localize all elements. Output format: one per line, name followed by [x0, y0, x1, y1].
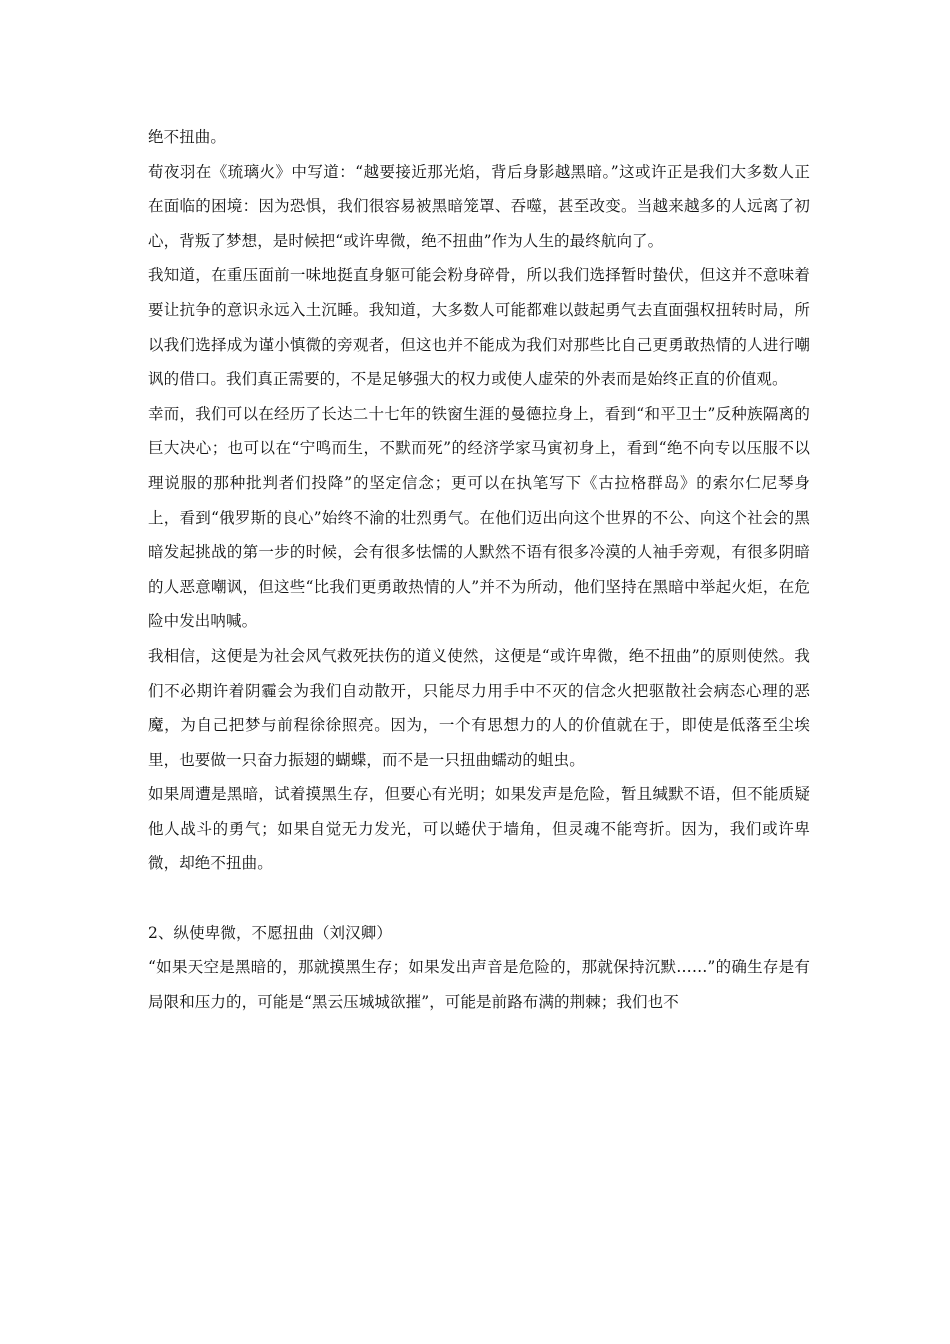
- paragraph-6: 如果周遭是黑暗，试着摸黑生存，但要心有光明；如果发声是危险，暂且缄默不语，但不能质疑他人战斗的勇气；如果自觉无力发光，可以蜷伏于墙角，但灵魂不能弯折。因为，我们或许卑微，却绝不扭曲。: [148, 785, 810, 873]
- paragraph-2: 荀夜羽在《琉璃火》中写道：“越要接近那光焰，背后身影越黑暗。”这或许正是我们大多数人正在面临的困境：因为恐惧，我们很容易被黑暗笼罩、吞噬，甚至改变。当越来越多的人远离了初心，背叛了梦想，是时候把“或许卑微，绝不扭曲”作为人生的最终航向了。: [148, 162, 810, 250]
- paragraph-5: 我相信，这便是为社会风气救死扶伤的道义使然，这便是“或许卑微，绝不扭曲”的原则使然。我们不必期许着阴霾会为我们自动散开，只能尽力用手中不灭的信念火把驱散社会病态心理的恶魔，为自己把梦与前程徐徐照亮。因为，一个有思想力的人的价值就在于，即使是低落至尘埃里，也要做一只奋力振翅的蝴蝶，而不是一只扭曲蠕动的蛆虫。: [148, 646, 810, 769]
- document-body: [148, 120, 810, 1019]
- section-paragraph-1: “如果天空是黑暗的，那就摸黑生存；如果发出声音是危险的，那就保持沉默……”的确生存是有局限和压力的，可能是“黑云压城城欲摧”，可能是前路布满的荆棘；我们也不: [148, 958, 810, 1011]
- blank-line: [148, 881, 810, 916]
- paragraph-4: 幸而，我们可以在经历了长达二十七年的铁窗生涯的曼德拉身上，看到“和平卫士”反种族隔离的巨大决心；也可以在“宁鸣而生，不默而死”的经济学家马寅初身上，看到“绝不向专以压服不以理说服的那种批判者们投降”的坚定信念；更可以在执笔写下《古拉格群岛》的索尔仁尼琴身上，看到“俄罗斯的良心”始终不渝的壮烈勇气。在他们迈出向这个世界的不公、向这个社会的黑暗发起挑战的第一步的时候，会有很多怯懦的人默然不语有很多冷漠的人袖手旁观，有很多阴暗的人恶意嘲讽，但这些“比我们更勇敢热情的人”并不为所动，他们坚持在黑暗中举起火炬，在危险中发出呐喊。: [148, 404, 810, 631]
- paragraph-3: 我知道，在重压面前一味地挺直身躯可能会粉身碎骨，所以我们选择暂时蛰伏，但这并不意味着要让抗争的意识永远入土沉睡。我知道，大多数人可能都难以鼓起勇气去直面强权扭转时局，所以我们选择成为谨小慎微的旁观者，但这也并不能成为我们对那些比自己更勇敢热情的人进行嘲讽的借口。我们真正需要的，不是足够强大的权力或使人虚荣的外表而是始终正直的价值观。: [148, 266, 810, 389]
- paragraph-1: 绝不扭曲。: [148, 128, 227, 146]
- section-heading: 2、纵使卑微，不愿扭曲（刘汉卿）: [148, 923, 392, 942]
